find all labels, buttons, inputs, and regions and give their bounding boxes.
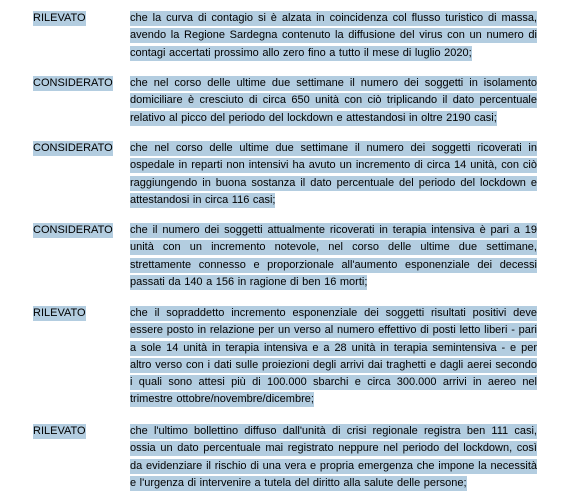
clause-text: che il sopraddetto incremento esponenziale dei soggetti risultati positivi deve essere posto in relazione per un verso al numero effettivo di posti letto liberi - pari a sole 14 unità in terapia intensiva e a 28 unità in terapia semintensiva - e per altro verso con i dati sulle proiezioni degli arrivi dai traghetti e dagli aerei secondo i quali sono attesi più di 100.000 sbarchi e circa 300.000 arrivi in aereo nel trimestre ottobre/novembre/dicembre; xyxy=(130,307,537,406)
clause-keyword: RILEVATO xyxy=(33,12,86,24)
clause-keyword: CONSIDERATO xyxy=(33,224,113,236)
clause-keyword: RILEVATO xyxy=(33,425,86,437)
clause-text: che l'ultimo bollettino diffuso dall'unità di crisi regionale registra ben 111 casi, ossia un dato percentuale mai registrato neppure nel periodo del lockdown, così da evidenziare il rischio di una vera e propria emergenza che impone la necessità e l'urgenza di intervenire a tutela del diritto alla salute delle persone; xyxy=(130,425,537,489)
clause-text: che nel corso delle ultime due settimane il numero dei soggetti ricoverati in ospedale in reparti non intensivi ha avuto un incremento di circa 14 unità, con ciò raggiungendo in buona sostanza il dato percentuale del periodo del lockdown e attestandosi in circa 116 casi; xyxy=(130,142,537,206)
clause-text: che nel corso delle ultime due settimane il numero dei soggetti in isolamento domiciliare è cresciuto di circa 650 unità con ciò triplicando il dato percentuale relativo al picco del periodo del lockdown e attestandosi in oltre 2190 casi; xyxy=(130,77,537,124)
clause-keyword: CONSIDERATO xyxy=(33,77,113,89)
clause-text: che il numero dei soggetti attualmente ricoverati in terapia intensiva è pari a 19 unità con un incremento notevole, nel corso delle ultime due settimane, strettamente connesso e proporzionale all'aumento esponenziale dei decessi passati da 140 a 156 in ragione di ben 16 morti; xyxy=(130,224,537,288)
clause-text: che la curva di contagio si è alzata in coincidenza col flusso turistico di massa, avendo la Regione Sardegna contenuto la diffusione del virus con un numero di contagi accertati prossimo allo zero fino a tutto il mese di luglio 2020; xyxy=(130,12,537,59)
clause-keyword: CONSIDERATO xyxy=(33,142,113,154)
clause-keyword: RILEVATO xyxy=(33,307,86,319)
